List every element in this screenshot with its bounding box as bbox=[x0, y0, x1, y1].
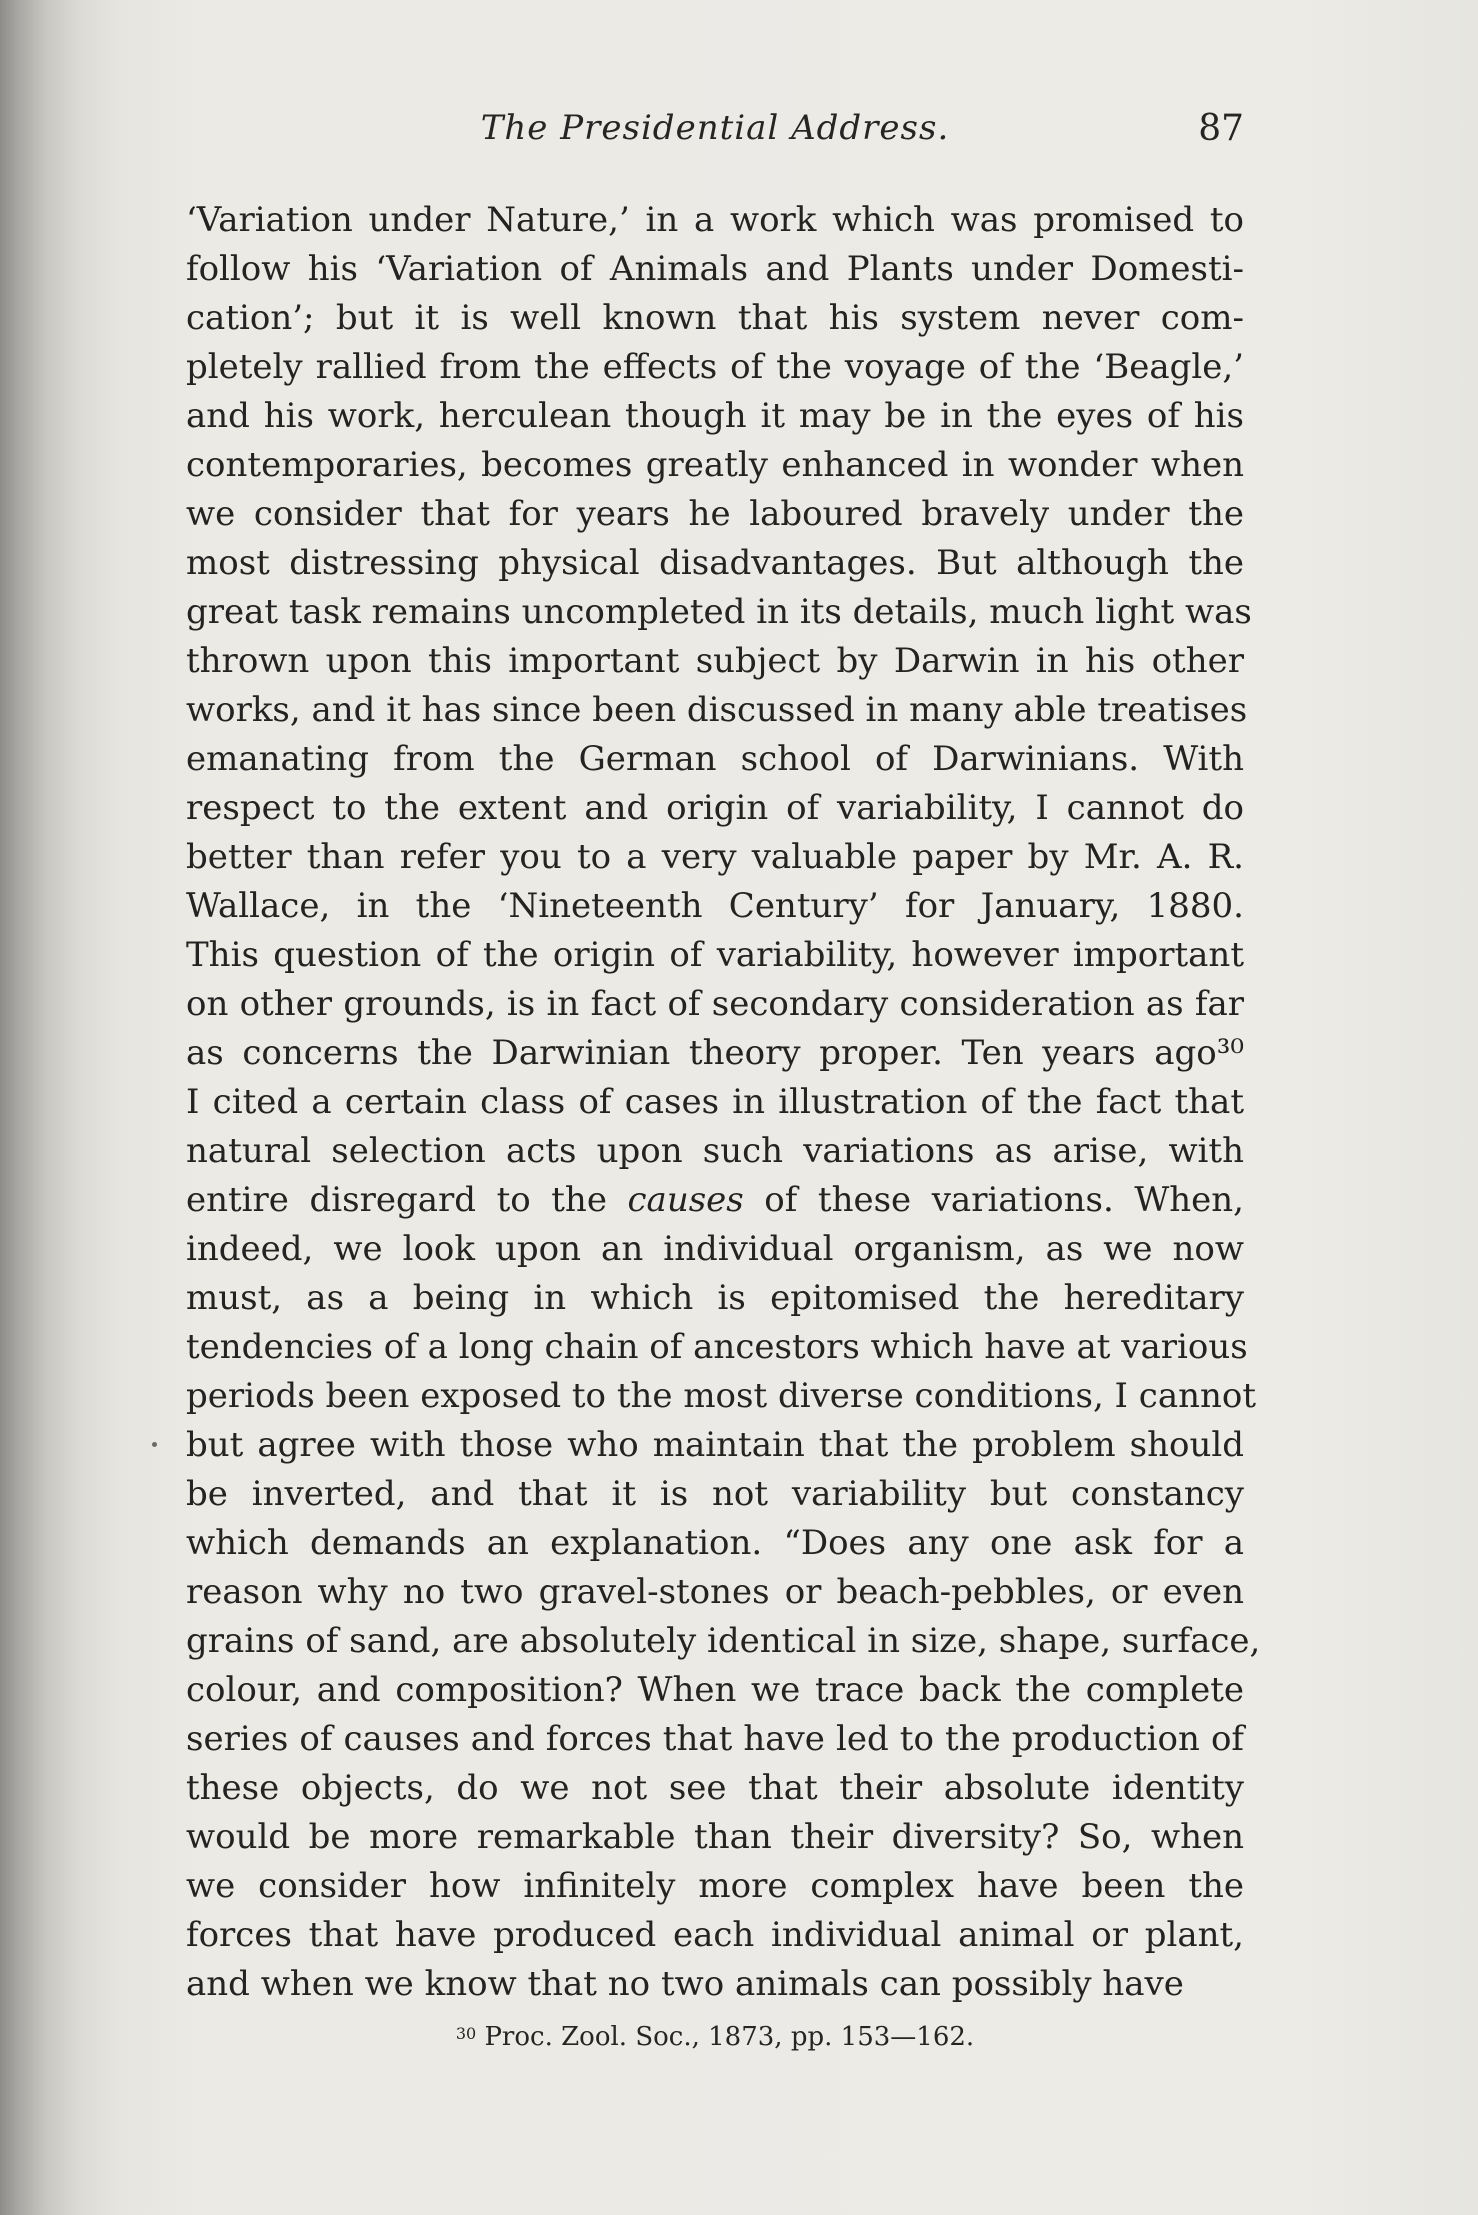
text-line: and his work, herculean though it may be in the eyes of his bbox=[186, 396, 1244, 436]
text-line: tendencies of a long chain of ancestors which have at various bbox=[186, 1327, 1248, 1367]
text-line: periods been exposed to the most diverse conditions, I cannot bbox=[186, 1376, 1257, 1416]
text-line: these objects, do we not see that their absolute identity bbox=[186, 1768, 1244, 1808]
text-line: we consider that for years he laboured bravely under the bbox=[186, 494, 1244, 534]
text-line: better than refer you to a very valuable paper by Mr. A. R. bbox=[186, 837, 1244, 877]
text-line: Wallace, in the ‘Nineteenth Century’ for January, 1880. bbox=[186, 886, 1244, 926]
text-line: series of causes and forces that have led to the production of bbox=[186, 1719, 1244, 1759]
text-line: and when we know that no two animals can possibly have bbox=[186, 1964, 1184, 2004]
footnote bbox=[186, 2022, 1244, 2052]
text-line: on other grounds, is in fact of secondary consideration as far bbox=[186, 984, 1244, 1024]
text-line: This question of the origin of variability, however important bbox=[186, 935, 1244, 975]
running-title: The Presidential Address. bbox=[480, 108, 950, 148]
text-line: thrown upon this important subject by Darwin in his other bbox=[186, 641, 1244, 681]
text-line: ‘Variation under Nature,’ in a work which was promised to bbox=[186, 200, 1244, 240]
text-line: natural selection acts upon such variations as arise, with bbox=[186, 1131, 1244, 1171]
text-line: works, and it has since been discussed in many able treatises bbox=[186, 690, 1248, 730]
text-line: which demands an explanation. “Does any one ask for a bbox=[186, 1523, 1244, 1563]
text-line: would be more remarkable than their diversity? So, when bbox=[186, 1817, 1244, 1857]
text-line: entire disregard to the causes of these variations. When, bbox=[186, 1180, 1244, 1220]
text-line: as concerns the Darwinian theory proper. Ten years ago³⁰ bbox=[186, 1033, 1244, 1073]
body-text bbox=[186, 196, 1261, 2009]
text-line: colour, and composition? When we trace back the complete bbox=[186, 1670, 1244, 1710]
text-line: must, as a being in which is epitomised the hereditary bbox=[186, 1278, 1244, 1318]
text-line: cation’; but it is well known that his system never com- bbox=[186, 298, 1244, 338]
text-line: emanating from the German school of Darwinians. With bbox=[186, 739, 1244, 779]
footnote-text: Proc. Zool. Soc., 1873, pp. 153—162. bbox=[484, 2022, 975, 2052]
text-line: I cited a certain class of cases in illustration of the fact that bbox=[186, 1082, 1244, 1122]
text-line: pletely rallied from the effects of the voyage of the ‘Beagle,’ bbox=[186, 347, 1244, 387]
text-line: follow his ‘Variation of Animals and Plants under Domesti- bbox=[186, 249, 1244, 289]
page-header bbox=[186, 108, 1244, 168]
text-line: respect to the extent and origin of variability, I cannot do bbox=[186, 788, 1244, 828]
text-line: great task remains uncompleted in its details, much light was bbox=[186, 592, 1252, 632]
text-line: be inverted, and that it is not variability but constancy bbox=[186, 1474, 1244, 1514]
text-line: we consider how infinitely more complex have been the bbox=[186, 1866, 1244, 1906]
text-line: forces that have produced each individual animal or plant, bbox=[186, 1915, 1244, 1955]
text-line: most distressing physical disadvantages. But although the bbox=[186, 543, 1244, 583]
text-line: indeed, we look upon an individual organism, as we now bbox=[186, 1229, 1244, 1269]
emphasized-word: causes bbox=[627, 1180, 744, 1220]
paper-speck bbox=[152, 1442, 157, 1447]
text-line: grains of sand, are absolutely identical in size, shape, surface, bbox=[186, 1621, 1261, 1661]
text-line: contemporaries, becomes greatly enhanced in wonder when bbox=[186, 445, 1244, 485]
text-line: but agree with those who maintain that the problem should bbox=[186, 1425, 1244, 1465]
page-number: 87 bbox=[1198, 108, 1244, 149]
footnote-marker: 30 bbox=[455, 2024, 477, 2043]
text-line: reason why no two gravel-stones or beach-pebbles, or even bbox=[186, 1572, 1244, 1612]
